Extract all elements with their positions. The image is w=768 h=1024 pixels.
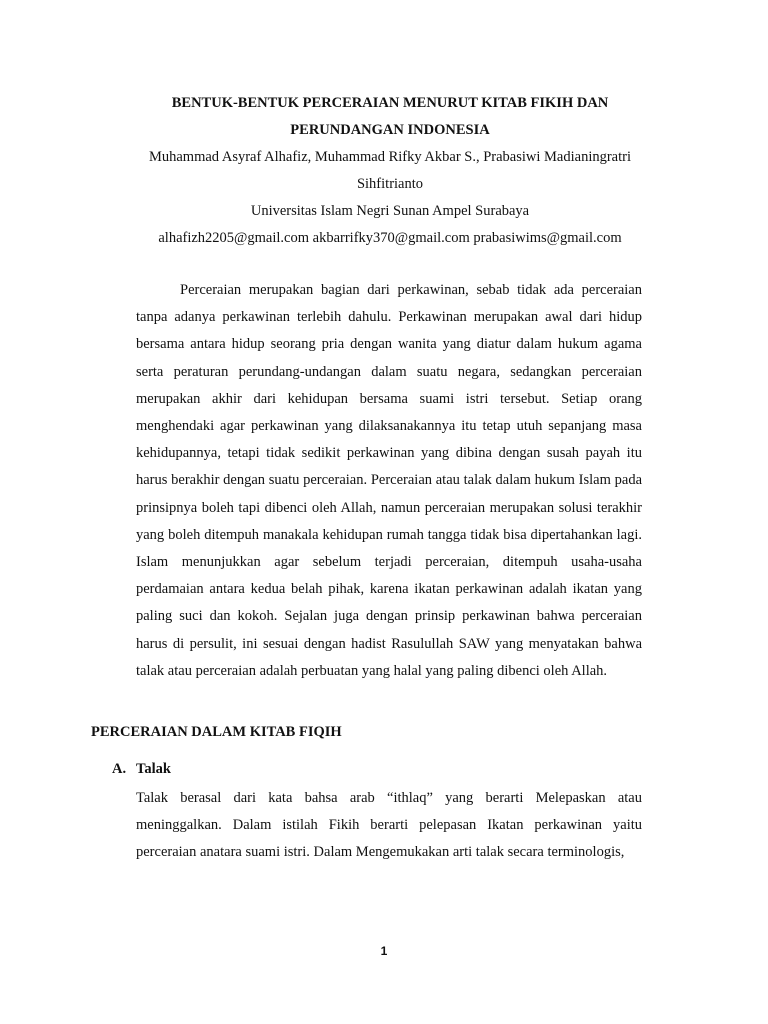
affiliation: Universitas Islam Negri Sunan Ampel Surabaya bbox=[250, 203, 530, 219]
document-title bbox=[100, 90, 680, 144]
talak-paragraph: Talak berasal dari kata bahsa arab “ithlaq” yang berarti Melepaskan atau meninggalkan. Dalam istilah Fikih berarti pelepasan Ikatan perkawinan yaitu perceraian anatara suami istri. Dalam Mengemukakan arti talak secara terminologis, bbox=[136, 790, 642, 861]
author-block bbox=[100, 144, 680, 252]
subsection-heading bbox=[112, 757, 171, 781]
page-number: 1 bbox=[380, 944, 388, 958]
title-line-2: PERUNDANGAN INDONESIA bbox=[290, 122, 490, 138]
subsection-marker: A. bbox=[112, 761, 127, 777]
author-emails: alhafizh2205@gmail.com akbarrifky370@gmail.com prabasiwims@gmail.com bbox=[158, 230, 622, 246]
title-line-1: BENTUK-BENTUK PERCERAIAN MENURUT KITAB FIKIH DAN bbox=[171, 95, 609, 111]
subsection-title: Talak bbox=[136, 761, 171, 777]
authors-line-1: Muhammad Asyraf Alhafiz, Muhammad Rifky Akbar S., Prabasiwi Madianingratri bbox=[148, 149, 632, 165]
authors-line-2: Sihfitrianto bbox=[356, 176, 424, 192]
intro-paragraph: Perceraian merupakan bagian dari perkawinan, sebab tidak ada perceraian tanpa adanya perkawinan terlebih dahulu. Perkawinan merupakan awal dari hidup bersama antara hidup seorang pria dengan wanita yang diatur dalam hukum agama serta peraturan perundang-undangan dalam suatu negara, sedangkan perceraian merupakan akhir dari kehidupan bersama suami istri tersebut. Setiap orang menghendaki agar perkawinan yang dilaksanakannya itu tetap utuh sepanjang masa kehidupannya, tetapi tidak sedikit perkawinan yang dibina dengan susah payah itu harus berakhir dengan suatu perceraian. Perceraian atau talak dalam hukum Islam pada prinsipnya boleh tapi dibenci oleh Allah, namun perceraian merupakan solusi terakhir yang boleh ditempuh manakala kehidupan rumah tangga tidak bisa dipertahankan lagi. Islam menunjukkan agar sebelum terjadi perceraian, ditempuh usaha-usaha perdamaian antara kedua belah pihak, karena ikatan perkawinan adalah ikatan yang paling suci dan kokoh. Sejalan juga dengan prinsip perkawinan bahwa perceraian harus di persulit, ini sesuai dengan hadist Rasulullah SAW yang menyatakan bahwa talak atau perceraian adalah perbuatan yang halal yang paling dibenci oleh Allah. bbox=[136, 282, 642, 679]
section-heading: PERCERAIAN DALAM KITAB FIQIH bbox=[91, 724, 342, 740]
